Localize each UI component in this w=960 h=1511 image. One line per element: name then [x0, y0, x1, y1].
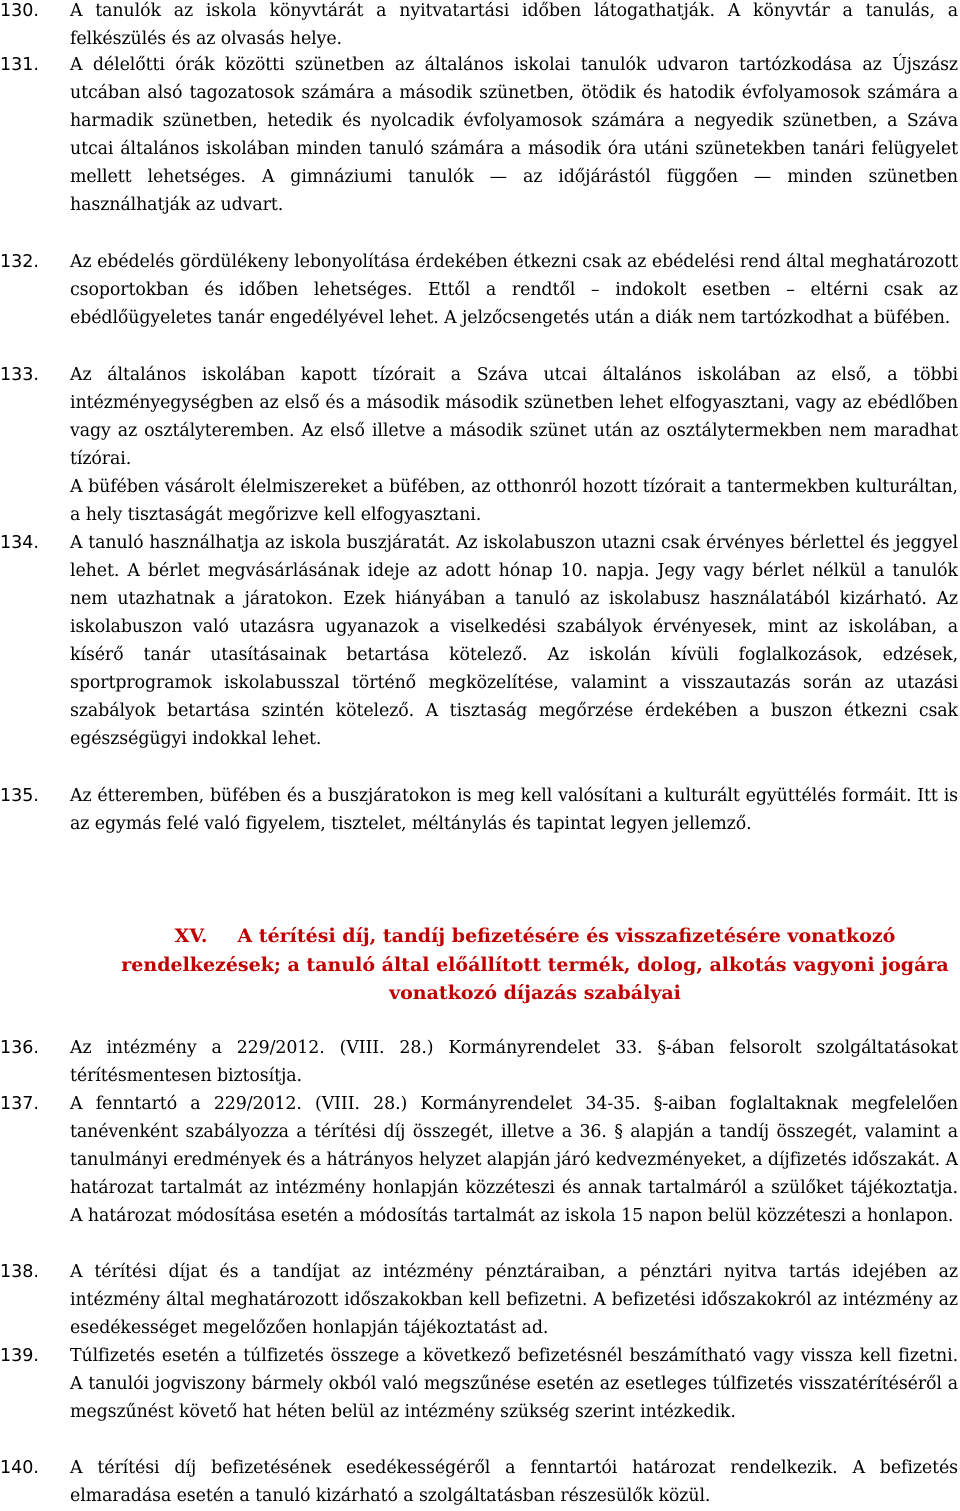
item-number: 135.	[0, 786, 39, 806]
item-paragraph: Az általános iskolában kapott tízórait a Száva utcai általános iskolában az első, a többi intézményegységben az első és a második második szünetben lehet elfogyasztani, vagy az ebédlőben vagy az osztályteremben. Az első illetve a második szünet után az osztálytermekben nem maradhat tízórai.	[70, 365, 958, 469]
item-paragraph: Az intézmény a 229/2012. (VIII. 28.) Kormányrendelet 33. §-ában felsorolt szolgáltatásokat térítésmentesen biztosítja.	[70, 1038, 958, 1086]
item-number: 132.	[0, 252, 39, 272]
section-number: XV.	[174, 925, 208, 947]
section-title: A térítési díj, tandíj befizetésére és visszafizetésére vonatkozó rendelkezések; a tanuló által előállított termék, dolog, alkotás vagyoni jogára vonatkozó díjazás szabályai	[121, 925, 949, 1004]
list-item-131	[0, 51, 960, 219]
item-number: 131.	[0, 55, 39, 75]
item-number: 138.	[0, 1262, 39, 1282]
item-number: 136.	[0, 1038, 39, 1058]
list-item-130	[0, 0, 960, 53]
item-paragraph: Az ebédelés gördülékeny lebonyolítása érdekében étkezni csak az ebédelési rend által meghatározott csoportokban és időben lehetséges. Ettől a rendtől – indokolt esetben – eltérni csak az ebédlőügyeletes tanár engedélyével lehet. A jelzőcsengetés után a diák nem tartózkodhat a büfében.	[70, 252, 958, 328]
item-number: 134.	[0, 533, 39, 553]
item-paragraph: Túlfizetés esetén a túlfizetés összege a következő befizetésnél beszámítható vagy vissza kell fizetni. A tanulói jogviszony bármely okból való megszűnése esetén az esetleges túlfizetés visszatérítéséről a megszűnést követő hat héten belül az intézmény szükség szerint intézkedik.	[70, 1346, 958, 1422]
item-number: 139.	[0, 1346, 39, 1366]
item-text	[70, 361, 958, 529]
list-item-136	[0, 1034, 960, 1090]
item-paragraph: A térítési díj befizetésének esedékességéről a fenntartói határozat rendelkezik. A befizetés elmaradása esetén a tanuló kizárható a szolgáltatásban részesülők közül.	[70, 1458, 958, 1506]
item-text	[70, 1034, 958, 1090]
section-heading	[100, 922, 960, 1008]
list-item-133	[0, 361, 960, 529]
item-text	[70, 782, 958, 838]
item-paragraph: A tanuló használhatja az iskola buszjáratát. Az iskolabuszon utazni csak érvényes bérlettel és jeggyel lehet. A bérlet megvásárlásának ideje az adott hónap 10. napja. Jegy vagy bérlet nélkül a tanulók nem utazhatnak a járatokon. Ezek hiányában a tanuló az iskolabusz használatából kizárható. Az iskolabuszon való utazásra ugyanazok a viselkedési szabályok érvényesek, mint az iskolában, a kísérő tanár utasításainak betartása kötelező. Az iskolán kívüli foglalkozások, edzések, sportprogramok iskolabusszal történő megközelítése, valamint a visszautazás során az utazási szabályok betartása szintén kötelező. A tisztaság megőrzése érdekében a buszon étkezni csak egészségügyi indokkal lehet.	[70, 533, 958, 749]
list-item-140	[0, 1454, 960, 1510]
item-paragraph: A délelőtti órák közötti szünetben az általános iskolai tanulók udvaron tartózkodása az Újszász utcában alsó tagozatosok számára a második szünetben, ötödik és hatodik évfolyamosok számára a harmadik szünetben, hetedik és nyolcadik évfolyamosok számára a negyedik szünetben, a Száva utcai általános iskolában minden tanuló számára a második óra utáni szünetekben tanári felügyelet mellett lehetséges. A gimnáziumi tanulók — az időjárástól függően — minden szünetben használhatják az udvart.	[70, 55, 958, 215]
item-number: 130.	[0, 1, 39, 21]
item-text	[70, 248, 958, 332]
list-item-132	[0, 248, 960, 332]
item-text	[70, 1090, 958, 1230]
item-paragraph: A büfében vásárolt élelmiszereket a büfében, az otthonról hozott tízórait a tantermekben kulturáltan, a hely tisztaságát megőrizve kell elfogyasztani.	[70, 477, 958, 525]
item-text	[70, 1454, 958, 1510]
list-item-138	[0, 1258, 960, 1342]
item-paragraph: Az étteremben, büfében és a buszjáratokon is meg kell valósítani a kulturált együttélés formáit. Itt is az egymás felé való figyelem, tisztelet, méltánylás és tapintat legyen jellemző.	[70, 786, 958, 834]
item-paragraph: A térítési díjat és a tandíjat az intézmény pénztáraiban, a pénztári nyitva tartás idejében az intézmény által meghatározott időszakokban kell befizetni. A befizetési időszakokról az intézmény az esedékességet megelőzően honlapján tájékoztatást ad.	[70, 1262, 958, 1338]
item-number: 133.	[0, 365, 39, 385]
item-text	[70, 0, 958, 53]
item-text	[70, 529, 958, 753]
item-text	[70, 1258, 958, 1342]
item-paragraph: A fenntartó a 229/2012. (VIII. 28.) Kormányrendelet 34-35. §-aiban foglaltaknak megfelelően tanévenként szabályozza a térítési díj összegét, illetve a 36. § alapján a tandíj összegét, valamint a tanulmányi eredmények és a hátrányos helyzet alapján járó kedvezményeket, a díjfizetés időszakát. A határozat tartalmát az intézmény honlapján közzéteszi és annak tartalmáról a szülőket tájékoztatja. A határozat módosítása esetén a módosítás tartalmát az iskola 15 napon belül közzéteszi a honlapon.	[70, 1094, 958, 1226]
item-text	[70, 1342, 958, 1426]
item-text	[70, 51, 958, 219]
item-number: 137.	[0, 1094, 39, 1114]
item-paragraph: A tanulók az iskola könyvtárát a nyitvatartási időben látogathatják. A könyvtár a tanulás, a felkészülés és az olvasás helye.	[70, 1, 958, 49]
list-item-135	[0, 782, 960, 838]
item-number: 140.	[0, 1458, 39, 1478]
list-item-137	[0, 1090, 960, 1230]
list-item-134	[0, 529, 960, 753]
list-item-139	[0, 1342, 960, 1426]
